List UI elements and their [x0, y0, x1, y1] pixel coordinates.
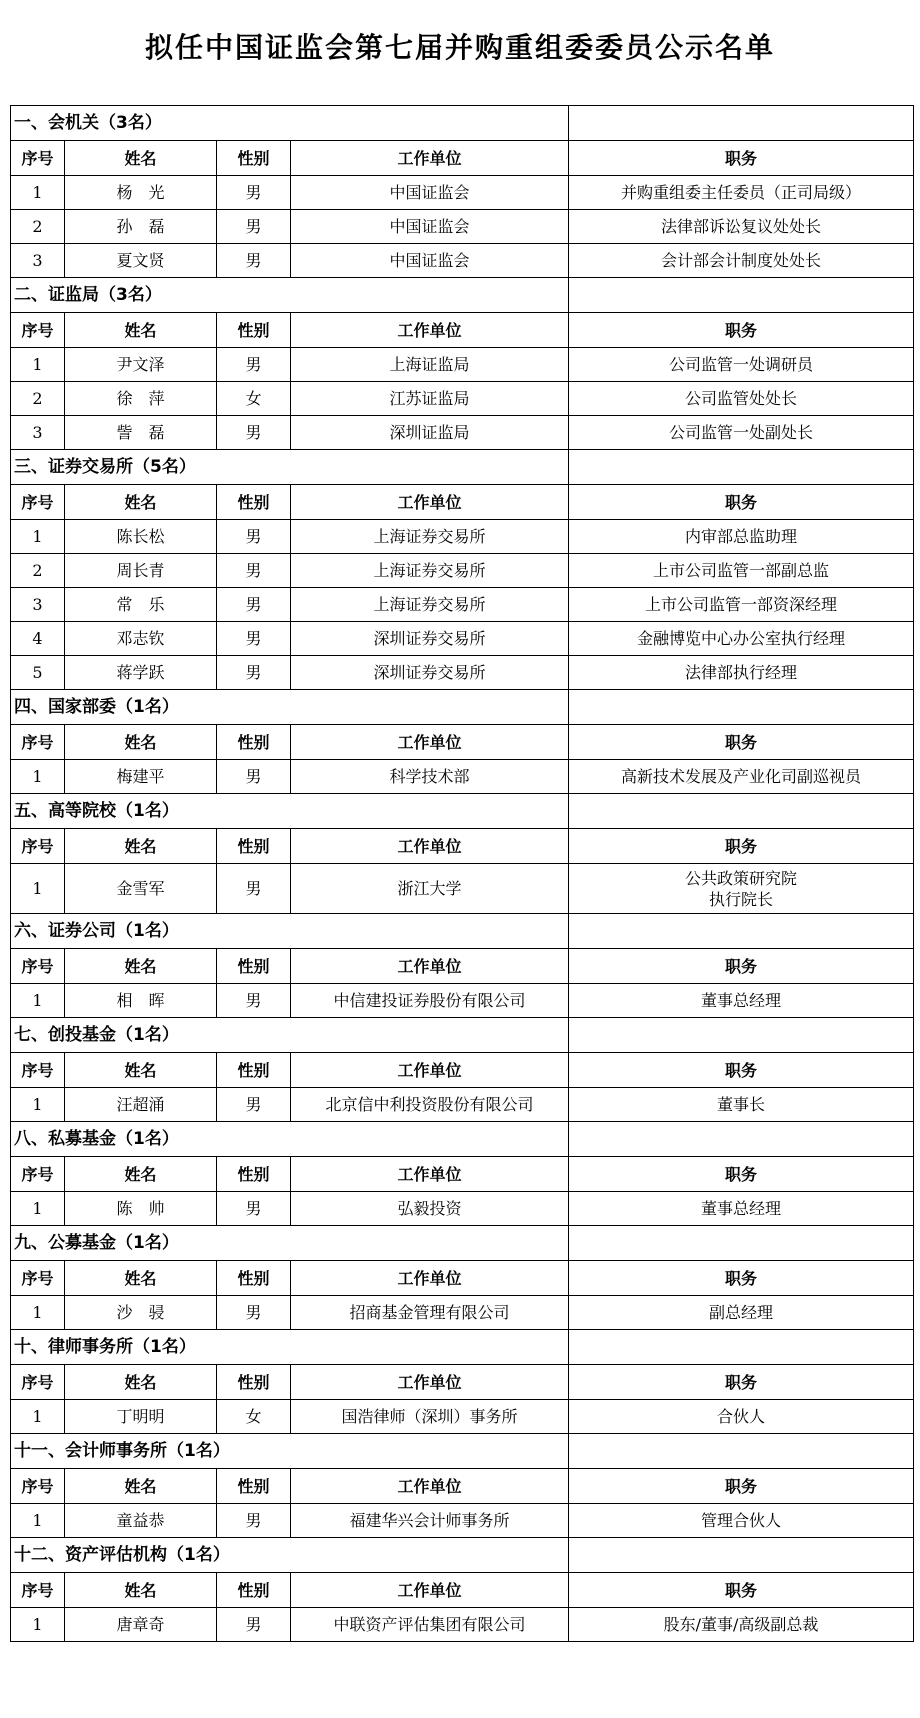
header-org: 工作单位: [291, 1053, 569, 1088]
header-no: 序号: [11, 141, 65, 176]
member-org: 上海证监局: [291, 348, 569, 382]
member-name: 相 晖: [65, 984, 217, 1018]
header-position: 职务: [569, 1053, 914, 1088]
table-row: [11, 588, 914, 622]
table-row: [11, 1400, 914, 1434]
member-name: 夏文贤: [65, 244, 217, 278]
group-heading-row: [11, 914, 914, 949]
header-no: 序号: [11, 1469, 65, 1504]
member-no: 1: [11, 760, 65, 794]
member-org: 江苏证监局: [291, 382, 569, 416]
member-position: 法律部诉讼复议处处长: [569, 210, 914, 244]
member-org: 弘毅投资: [291, 1192, 569, 1226]
group-heading-row: [11, 794, 914, 829]
group-heading-spacer: [569, 914, 914, 949]
header-no: 序号: [11, 1053, 65, 1088]
member-position: 公司监管一处副处长: [569, 416, 914, 450]
header-no: 序号: [11, 1157, 65, 1192]
member-no: 1: [11, 1504, 65, 1538]
column-header-row: [11, 829, 914, 864]
header-gender: 性别: [217, 725, 291, 760]
member-gender: 男: [217, 176, 291, 210]
member-position: 法律部执行经理: [569, 656, 914, 690]
member-no: 1: [11, 1192, 65, 1226]
header-gender: 性别: [217, 313, 291, 348]
group-heading-row: [11, 278, 914, 313]
group-heading-spacer: [569, 1330, 914, 1365]
header-position: 职务: [569, 829, 914, 864]
member-position: 会计部会计制度处处长: [569, 244, 914, 278]
member-org: 招商基金管理有限公司: [291, 1296, 569, 1330]
header-gender: 性别: [217, 1365, 291, 1400]
column-header-row: [11, 485, 914, 520]
member-no: 1: [11, 984, 65, 1018]
header-name: 姓名: [65, 485, 217, 520]
group-heading-row: [11, 1018, 914, 1053]
header-org: 工作单位: [291, 1573, 569, 1608]
header-org: 工作单位: [291, 141, 569, 176]
member-gender: 男: [217, 1192, 291, 1226]
group-heading-spacer: [569, 1434, 914, 1469]
column-header-row: [11, 1157, 914, 1192]
member-gender: 男: [217, 416, 291, 450]
member-position: 管理合伙人: [569, 1504, 914, 1538]
group-heading: 八、私募基金（1名）: [11, 1122, 569, 1157]
member-name: 蒋学跃: [65, 656, 217, 690]
header-org: 工作单位: [291, 313, 569, 348]
header-org: 工作单位: [291, 1157, 569, 1192]
table-row: [11, 210, 914, 244]
group-heading-row: [11, 1226, 914, 1261]
header-name: 姓名: [65, 313, 217, 348]
header-org: 工作单位: [291, 1469, 569, 1504]
column-header-row: [11, 1469, 914, 1504]
header-gender: 性别: [217, 1469, 291, 1504]
member-org: 科学技术部: [291, 760, 569, 794]
header-no: 序号: [11, 313, 65, 348]
member-name: 童益恭: [65, 1504, 217, 1538]
member-gender: 男: [217, 1608, 291, 1642]
member-name: 孙 磊: [65, 210, 217, 244]
member-gender: 男: [217, 348, 291, 382]
column-header-row: [11, 313, 914, 348]
group-heading-row: [11, 1122, 914, 1157]
member-org: 中信建投证券股份有限公司: [291, 984, 569, 1018]
member-name: 唐章奇: [65, 1608, 217, 1642]
table-row: [11, 244, 914, 278]
group-heading-spacer: [569, 690, 914, 725]
member-position: 公司监管一处调研员: [569, 348, 914, 382]
member-position: 上市公司监管一部资深经理: [569, 588, 914, 622]
member-no: 1: [11, 1088, 65, 1122]
header-position: 职务: [569, 1365, 914, 1400]
member-gender: 女: [217, 1400, 291, 1434]
member-gender: 男: [217, 210, 291, 244]
member-name: 沙 骎: [65, 1296, 217, 1330]
member-org: 中联资产评估集团有限公司: [291, 1608, 569, 1642]
member-gender: 男: [217, 760, 291, 794]
member-no: 5: [11, 656, 65, 690]
table-row: [11, 520, 914, 554]
member-org: 北京信中利投资股份有限公司: [291, 1088, 569, 1122]
member-gender: 男: [217, 984, 291, 1018]
header-name: 姓名: [65, 1365, 217, 1400]
member-position: 股东/董事/高级副总裁: [569, 1608, 914, 1642]
header-gender: 性别: [217, 141, 291, 176]
member-no: 1: [11, 1296, 65, 1330]
group-heading: 七、创投基金（1名）: [11, 1018, 569, 1053]
member-no: 1: [11, 520, 65, 554]
member-position: 副总经理: [569, 1296, 914, 1330]
header-name: 姓名: [65, 1469, 217, 1504]
member-position: 金融博览中心办公室执行经理: [569, 622, 914, 656]
member-org: 中国证监会: [291, 210, 569, 244]
header-no: 序号: [11, 1573, 65, 1608]
table-row: [11, 176, 914, 210]
group-heading: 五、高等院校（1名）: [11, 794, 569, 829]
column-header-row: [11, 1053, 914, 1088]
group-heading: 一、会机关（3名）: [11, 106, 569, 141]
member-position: 董事长: [569, 1088, 914, 1122]
member-gender: 男: [217, 1088, 291, 1122]
member-position: 高新技术发展及产业化司副巡视员: [569, 760, 914, 794]
column-header-row: [11, 1261, 914, 1296]
member-no: 3: [11, 244, 65, 278]
header-name: 姓名: [65, 829, 217, 864]
header-name: 姓名: [65, 949, 217, 984]
table-row: [11, 1504, 914, 1538]
member-gender: 男: [217, 520, 291, 554]
member-name: 尹文泽: [65, 348, 217, 382]
member-no: 1: [11, 864, 65, 914]
member-gender: 男: [217, 588, 291, 622]
header-name: 姓名: [65, 141, 217, 176]
member-no: 2: [11, 382, 65, 416]
header-position: 职务: [569, 949, 914, 984]
member-org: 国浩律师（深圳）事务所: [291, 1400, 569, 1434]
column-header-row: [11, 949, 914, 984]
table-row: [11, 1296, 914, 1330]
header-org: 工作单位: [291, 485, 569, 520]
table-row: [11, 622, 914, 656]
member-org: 上海证券交易所: [291, 554, 569, 588]
header-no: 序号: [11, 949, 65, 984]
group-heading: 三、证券交易所（5名）: [11, 450, 569, 485]
member-gender: 男: [217, 864, 291, 914]
member-position: 公司监管处处长: [569, 382, 914, 416]
table-row: [11, 984, 914, 1018]
table-row: [11, 554, 914, 588]
header-org: 工作单位: [291, 725, 569, 760]
member-no: 1: [11, 1400, 65, 1434]
table-row: [11, 348, 914, 382]
member-position: 并购重组委主任委员（正司局级）: [569, 176, 914, 210]
member-name: 訾 磊: [65, 416, 217, 450]
group-heading: 四、国家部委（1名）: [11, 690, 569, 725]
column-header-row: [11, 1573, 914, 1608]
member-gender: 男: [217, 554, 291, 588]
member-gender: 男: [217, 622, 291, 656]
group-heading: 二、证监局（3名）: [11, 278, 569, 313]
member-name: 陈 帅: [65, 1192, 217, 1226]
header-position: 职务: [569, 1469, 914, 1504]
table-row: [11, 656, 914, 690]
header-position: 职务: [569, 141, 914, 176]
member-name: 金雪军: [65, 864, 217, 914]
header-name: 姓名: [65, 725, 217, 760]
table-row: [11, 416, 914, 450]
group-heading-spacer: [569, 1226, 914, 1261]
group-heading-row: [11, 106, 914, 141]
header-org: 工作单位: [291, 829, 569, 864]
member-org: 上海证券交易所: [291, 588, 569, 622]
member-no: 1: [11, 176, 65, 210]
member-name: 丁明明: [65, 1400, 217, 1434]
group-heading-spacer: [569, 1122, 914, 1157]
group-heading-spacer: [569, 278, 914, 313]
member-org: 福建华兴会计师事务所: [291, 1504, 569, 1538]
member-no: 1: [11, 348, 65, 382]
group-heading-spacer: [569, 1018, 914, 1053]
group-heading-spacer: [569, 794, 914, 829]
member-name: 常 乐: [65, 588, 217, 622]
group-heading-spacer: [569, 1538, 914, 1573]
header-name: 姓名: [65, 1053, 217, 1088]
table-row: [11, 1192, 914, 1226]
member-name: 杨 光: [65, 176, 217, 210]
header-gender: 性别: [217, 485, 291, 520]
member-gender: 男: [217, 656, 291, 690]
header-no: 序号: [11, 829, 65, 864]
header-position: 职务: [569, 1261, 914, 1296]
member-position: 上市公司监管一部副总监: [569, 554, 914, 588]
header-name: 姓名: [65, 1261, 217, 1296]
column-header-row: [11, 1365, 914, 1400]
header-gender: 性别: [217, 1261, 291, 1296]
member-org: 上海证券交易所: [291, 520, 569, 554]
header-gender: 性别: [217, 1053, 291, 1088]
header-gender: 性别: [217, 1573, 291, 1608]
header-name: 姓名: [65, 1573, 217, 1608]
member-name: 汪超涌: [65, 1088, 217, 1122]
member-position: 董事总经理: [569, 984, 914, 1018]
header-no: 序号: [11, 1261, 65, 1296]
group-heading-row: [11, 1434, 914, 1469]
table-row: [11, 1088, 914, 1122]
member-org: 浙江大学: [291, 864, 569, 914]
table-row: [11, 760, 914, 794]
member-no: 2: [11, 210, 65, 244]
member-gender: 男: [217, 1504, 291, 1538]
member-org: 中国证监会: [291, 176, 569, 210]
header-name: 姓名: [65, 1157, 217, 1192]
header-position: 职务: [569, 1573, 914, 1608]
member-gender: 女: [217, 382, 291, 416]
column-header-row: [11, 725, 914, 760]
group-heading: 六、证券公司（1名）: [11, 914, 569, 949]
table-row: [11, 382, 914, 416]
group-heading-row: [11, 1538, 914, 1573]
group-heading: 九、公募基金（1名）: [11, 1226, 569, 1261]
header-position: 职务: [569, 725, 914, 760]
group-heading-row: [11, 690, 914, 725]
header-position: 职务: [569, 485, 914, 520]
header-no: 序号: [11, 725, 65, 760]
header-org: 工作单位: [291, 949, 569, 984]
group-heading-row: [11, 1330, 914, 1365]
header-position: 职务: [569, 1157, 914, 1192]
group-heading-spacer: [569, 450, 914, 485]
member-org: 深圳证券交易所: [291, 622, 569, 656]
member-org: 中国证监会: [291, 244, 569, 278]
group-heading: 十二、资产评估机构（1名）: [11, 1538, 569, 1573]
member-name: 梅建平: [65, 760, 217, 794]
header-gender: 性别: [217, 1157, 291, 1192]
group-heading-spacer: [569, 106, 914, 141]
member-gender: 男: [217, 244, 291, 278]
group-heading: 十、律师事务所（1名）: [11, 1330, 569, 1365]
header-org: 工作单位: [291, 1365, 569, 1400]
member-no: 1: [11, 1608, 65, 1642]
member-name: 徐 萍: [65, 382, 217, 416]
group-heading: 十一、会计师事务所（1名）: [11, 1434, 569, 1469]
page-title: 拟任中国证监会第七届并购重组委委员公示名单: [144, 31, 775, 64]
member-position: 内审部总监助理: [569, 520, 914, 554]
member-position: 董事总经理: [569, 1192, 914, 1226]
header-org: 工作单位: [291, 1261, 569, 1296]
member-org: 深圳证监局: [291, 416, 569, 450]
member-no: 4: [11, 622, 65, 656]
member-no: 3: [11, 588, 65, 622]
member-org: 深圳证券交易所: [291, 656, 569, 690]
header-no: 序号: [11, 1365, 65, 1400]
member-gender: 男: [217, 1296, 291, 1330]
group-heading-row: [11, 450, 914, 485]
member-no: 2: [11, 554, 65, 588]
member-name: 陈长松: [65, 520, 217, 554]
header-no: 序号: [11, 485, 65, 520]
column-header-row: [11, 141, 914, 176]
member-name: 邓志钦: [65, 622, 217, 656]
member-position: 合伙人: [569, 1400, 914, 1434]
header-gender: 性别: [217, 829, 291, 864]
committee-roster-table: [10, 105, 914, 1642]
header-gender: 性别: [217, 949, 291, 984]
member-name: 周长青: [65, 554, 217, 588]
header-position: 职务: [569, 313, 914, 348]
table-row: [11, 1608, 914, 1642]
roster-body: [11, 106, 914, 1642]
table-row: [11, 864, 914, 914]
member-position: 公共政策研究院 执行院长: [569, 864, 914, 914]
member-no: 3: [11, 416, 65, 450]
